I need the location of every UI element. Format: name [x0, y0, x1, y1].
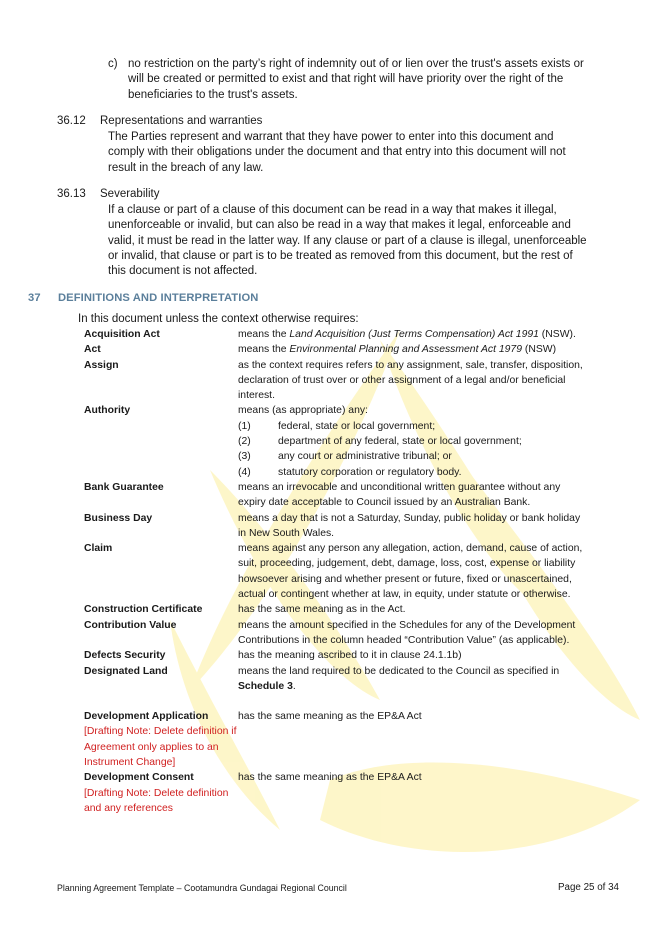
meaning-text: (NSW) — [521, 344, 557, 356]
definition-term: Act — [84, 344, 101, 356]
list-number: (2) — [238, 436, 251, 448]
definition-meaning: has the same meaning as in the Act. — [238, 604, 406, 616]
definition-row — [84, 342, 604, 357]
meaning-text: means the — [238, 344, 290, 356]
section-37-heading — [28, 291, 259, 306]
definition-row — [84, 511, 604, 542]
list-item — [238, 434, 583, 449]
meaning-text: means the land required to be dedicated to the Council as specified in — [238, 665, 560, 677]
section-36-13-text: If a clause or part of a clause of this document can be read in a way that makes it illegal, unenforceable or invalid, but can also be read in a way that makes it legal, enforceable and valid, it must be read in the latter way. If any clause or part of a clause is illegal, unenforceable or invalid, that clause or part is to be treated as removed from this document, but the rest of this document is not affected. — [108, 204, 587, 278]
section-37-intro: In this document unless the context otherwise requires: — [78, 313, 359, 325]
meaning-text: means the — [238, 329, 290, 340]
definition-row — [84, 648, 604, 663]
meaning-text: means (as appropriate) any: — [238, 405, 368, 417]
definition-meaning: has the meaning ascribed to it in clause 24.1.1b) — [238, 650, 462, 662]
term-label: Development Consent — [84, 772, 194, 784]
definition-term: Claim — [84, 543, 113, 555]
definition-term: Assign — [84, 359, 119, 371]
list-number: (1) — [238, 420, 251, 432]
list-text: department of any federal, state or local government; — [278, 436, 522, 448]
definition-row — [84, 403, 604, 479]
definition-term: Acquisition Act — [84, 329, 160, 340]
meaning-text: (NSW). — [538, 329, 576, 340]
definition-row — [84, 358, 604, 404]
clause-c-text: no restriction on the party’s right of indemnity out of or lien over the trust's assets exists or will be created or permitted to exist and that right will have priority over the right of the beneficiaries to the trust's assets. — [128, 58, 584, 101]
schedule-reference: Schedule 3 — [238, 680, 293, 692]
definition-meaning: means the amount specified in the Schedules for any of the Development Contributions in the column headed “Contribution Value” (as applicable). — [238, 619, 576, 646]
list-item — [238, 465, 583, 480]
definition-meaning: has the same meaning as the EP&A Act — [238, 772, 422, 784]
list-text: federal, state or local government; — [278, 420, 436, 432]
definitions-table — [84, 327, 604, 816]
definition-row — [84, 709, 604, 770]
definition-term: Business Day — [84, 512, 153, 524]
section-37-number: 37 — [28, 292, 41, 304]
definition-term: Construction Certificate — [84, 604, 203, 616]
section-36-13-heading: Severability — [100, 188, 160, 200]
list-text: statutory corporation or regulatory body. — [278, 466, 462, 478]
list-number: (4) — [238, 466, 251, 478]
clause-c-label: c) — [108, 58, 118, 70]
definition-term: Designated Land — [84, 665, 168, 677]
definition-meaning: means against any person any allegation, action, demand, cause of action, suit, proceeding, judgement, debt, damage, loss, cost, expense or liability howsoever arising and whether present or future, fixed or unascertained, actual or contingent whether at law, in equity, under statute or otherwise. — [238, 543, 583, 601]
drafting-note: [Drafting Note: Delete definition if Agreement only applies to an Instrument Change] — [84, 726, 237, 769]
list-item — [238, 449, 583, 464]
list-item — [238, 419, 583, 434]
act-title: Environmental Planning and Assessment Act 1979 — [289, 344, 522, 356]
section-36-12-heading: Representations and warranties — [100, 115, 263, 127]
term-label: Development Application — [84, 711, 209, 723]
act-title: Land Acquisition (Just Terms Compensation) Act 1991 — [289, 329, 539, 340]
definition-term — [84, 709, 238, 770]
section-36-13-number: 36.13 — [57, 188, 86, 200]
definition-term — [84, 770, 238, 816]
list-number: (3) — [238, 451, 251, 463]
definition-meaning — [238, 664, 583, 695]
section-36-12-number: 36.12 — [57, 115, 86, 127]
section-37-title: DEFINITIONS AND INTERPRETATION — [58, 292, 259, 304]
definition-meaning — [238, 403, 583, 479]
footer-document-title: Planning Agreement Template – Cootamundra Gundagai Regional Council — [57, 883, 347, 893]
definition-term: Bank Guarantee — [84, 481, 164, 493]
definition-row — [84, 602, 604, 617]
definition-meaning: means an irrevocable and unconditional written guarantee without any expiry date acceptable to Council issued by an Australian Bank. — [238, 481, 561, 509]
definition-row — [84, 327, 604, 342]
list-text: any court or administrative tribunal; or — [278, 451, 452, 463]
definition-term: Contribution Value — [84, 619, 177, 631]
drafting-note: [Drafting Note: Delete definition and any references — [84, 787, 229, 814]
definition-meaning — [238, 327, 583, 342]
definition-term: Defects Security — [84, 650, 166, 662]
definition-row — [84, 541, 604, 602]
definition-meaning: means a day that is not a Saturday, Sunday, public holiday or bank holiday in New South Wales. — [238, 512, 581, 539]
definition-term: Authority — [84, 405, 131, 417]
definition-row — [84, 480, 604, 511]
definition-meaning: has the same meaning as the EP&A Act — [238, 711, 422, 723]
definition-meaning — [238, 342, 583, 357]
definition-row — [84, 618, 604, 649]
section-36-12-text: The Parties represent and warrant that they have power to enter into this document and comply with their obligations under the document and that entry into this document will not result in the breach of any law. — [108, 131, 566, 174]
footer-page-number: Page 25 of 34 — [557, 882, 619, 893]
definition-row — [84, 664, 604, 695]
definition-row — [84, 770, 604, 816]
meaning-text: . — [292, 680, 296, 692]
definition-meaning: as the context requires refers to any assignment, sale, transfer, disposition, declaration of trust over or other assignment of a legal and/or beneficial interest. — [238, 359, 583, 402]
